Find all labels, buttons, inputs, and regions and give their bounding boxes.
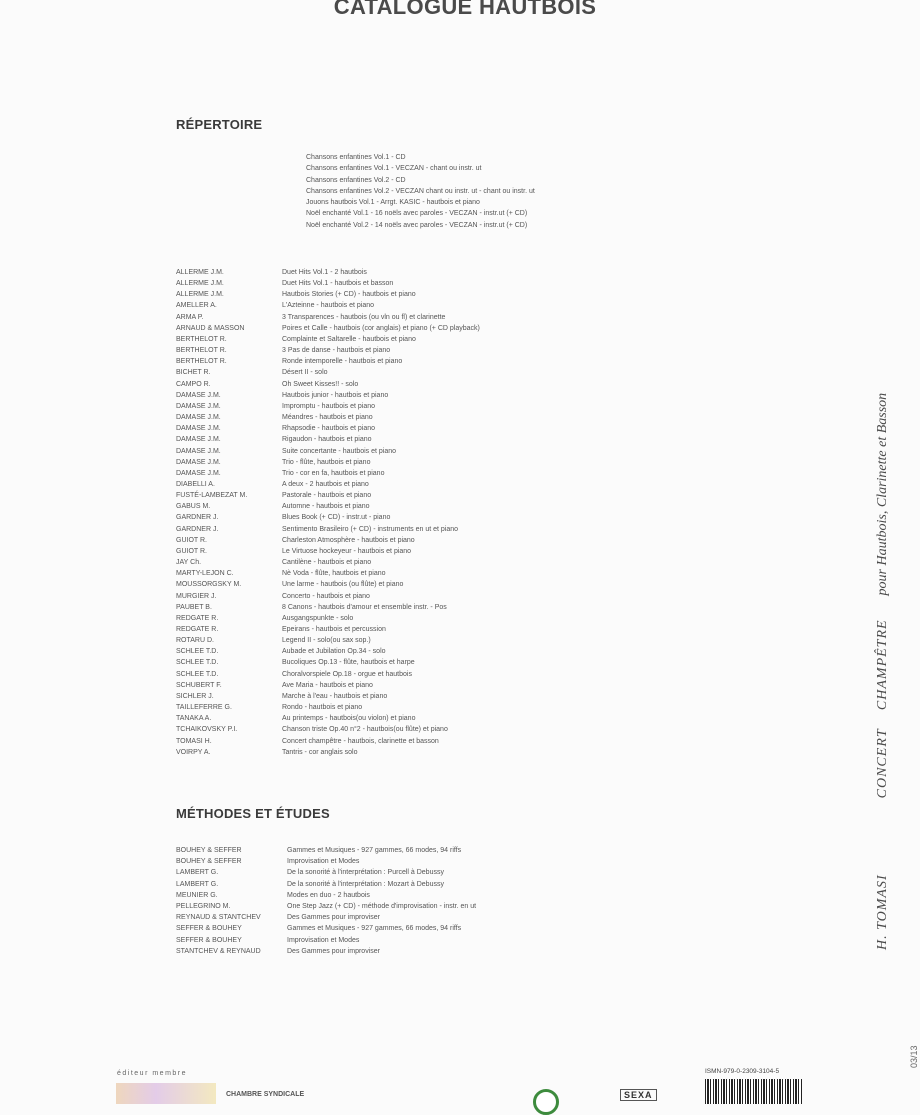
work-title: Complainte et Saltarelle - hautbois et piano [282,335,416,343]
work-title: Ave Maria - hautbois et piano [282,681,373,689]
spine-scoring: pour Hautbois, Clarinette et Basson [875,392,890,596]
composer-name: DAMASE J.M. [176,458,221,466]
work-title: Oh Sweet Kisses!! - solo [282,380,359,388]
composer-name: GARDNER J. [176,514,219,522]
catalogue-row [176,379,480,390]
catalogue-row [176,501,480,512]
work-title: Improvisation et Modes [287,858,360,866]
catalogue-row [176,312,480,323]
composer-name: ARNAUD & MASSON [176,324,245,332]
repertoire-table [176,267,480,758]
catalogue-row [176,890,476,901]
composer-name: GUIOT R. [176,536,207,544]
work-title: Trio - cor en fa, hautbois et piano [282,469,385,477]
work-title: 3 Transparences - hautbois (ou vln ou fl) et clarinette [282,313,446,321]
catalogue-row [176,613,480,624]
work-title: Rhapsodie - hautbois et piano [282,425,376,433]
composer-name: BOUHEY & SEFFER [176,847,242,854]
composer-name: SCHLEE T.D. [176,648,219,656]
csdem-logo [116,1083,216,1104]
catalogue-row [176,367,480,378]
catalogue-row [176,401,480,412]
composer-name: MURGIER J. [176,592,217,600]
work-title: Improvisation et Modes [287,936,360,944]
work-title: 3 Pas de danse - hautbois et piano [282,347,391,355]
work-title: Le Virtuose hockeyeur - hautbois et piano [282,547,412,555]
work-title: Hautbois junior - hautbois et piano [282,391,389,399]
composer-name: REDGATE R. [176,614,219,622]
composer-name: GABUS M. [176,503,211,511]
work-title: L'Azteinne - hautbois et piano [282,302,375,310]
catalogue-row [176,289,480,300]
catalogue-row [176,423,480,434]
composer-name: ARMA P. [176,313,204,321]
catalogue-row [176,624,480,635]
composer-name: DAMASE J.M. [176,447,221,455]
work-title: Sentimento Brasileiro (+ CD) - instruments en ut et piano [282,525,459,533]
composer-name: PAUBET B. [176,603,212,611]
catalogue-row [176,713,480,724]
catalogue-row [176,524,480,535]
work-title: Cantilène - hautbois et piano [282,559,372,567]
catalogue-row [176,434,480,445]
composer-name: TCHAIKOVSKY P.I. [176,726,238,734]
composer-name: FUSTÉ-LAMBEZAT M. [176,492,248,500]
work-title: Modes en duo - 2 hautbois [287,891,370,899]
catalogue-row [176,680,480,691]
work-title: Choralvorspiele Op.18 - orgue et hautbois [282,670,412,678]
composer-name: SCHUBERT F. [176,681,222,689]
compilation-item: Chansons enfantines Vol.1 - CD [306,154,406,161]
composer-name: DAMASE J.M. [176,425,221,433]
work-title: Méandres - hautbois et piano [282,414,373,422]
composer-name: SICHLER J. [176,692,214,700]
work-title: Epeirans - hautbois et percussion [282,626,386,633]
work-title: Concert champêtre - hautbois, clarinette et basson [282,737,439,745]
compilation-item: Jouons hautbois Vol.1 - Arrgt. KASIC - hautbois et piano [306,199,480,207]
work-title: Poires et Calle - hautbois (cor anglais) et piano (+ CD playback) [282,324,480,332]
catalogue-row [176,879,476,890]
composer-name: SEFFER & BOUHEY [176,936,242,944]
work-title: A deux - 2 hautbois et piano [282,480,369,488]
work-title: Gammes et Musiques - 927 gammes, 66 modes, 94 riffs [287,925,462,933]
chambre-syndicale-text: CHAMBRE SYNDICALE [226,1091,305,1098]
composer-name: DAMASE J.M. [176,414,221,422]
composer-name: MARTY-LEJON C. [176,570,234,578]
composer-name: AMELLER A. [176,302,217,310]
composer-name: BICHET R. [176,369,211,377]
composer-name: DAMASE J.M. [176,469,221,477]
catalogue-row [176,267,480,278]
work-title: Concerto - hautbois et piano [282,592,370,600]
catalogue-row [176,602,480,613]
catalogue-row [176,479,480,490]
repertoire-heading: RÉPERTOIRE [176,117,263,132]
catalogue-row [176,736,480,747]
catalogue-row [176,867,476,878]
compilation-item: Chansons enfantines Vol.2 - VECZAN chant ou instr. ut - chant ou instr. ut [306,187,535,195]
work-title: Des Gammes pour improviser [287,914,380,922]
work-title: Duet Hits Vol.1 - 2 hautbois [282,269,367,276]
composer-name: LAMBERT G. [176,869,219,877]
catalogue-row [176,345,480,356]
catalogue-row [176,546,480,557]
composer-name: ALLERME J.M. [176,269,224,276]
editeur-membre-text: éditeur membre [117,1070,188,1077]
composer-name: LAMBERT G. [176,880,219,888]
work-title: Blues Book (+ CD) - instr.ut - piano [282,514,391,522]
spine-work: CONCERT CHAMPÊTRE [875,619,890,799]
work-title: Automne - hautbois et piano [282,503,370,511]
catalogue-row [176,845,476,856]
catalogue-row [176,856,476,867]
composer-name: MOUSSORGSKY M. [176,581,242,589]
catalogue-row [176,646,480,657]
catalogue-row [176,300,480,311]
recycling-logo [533,1089,559,1115]
work-title: Trio - flûte, hautbois et piano [282,458,371,466]
composer-name: ALLERME J.M. [176,280,224,288]
catalogue-row [176,278,480,289]
page-title: CATALOGUE HAUTBOIS [333,0,597,19]
work-title: One Step Jazz (+ CD) - méthode d'improvisation - instr. en ut [287,903,477,911]
work-title: Une larme - hautbois (ou flûte) et piano [282,581,404,589]
catalogue-row [176,490,480,501]
spine-author: H. TOMASI [875,874,890,950]
composer-name: BERTHELOT R. [176,335,227,343]
work-title: Legend II - solo(ou sax sop.) [282,637,371,645]
work-title: Gammes et Musiques - 927 gammes, 66 modes, 94 riffs [287,847,462,854]
work-title: De la sonorité à l'interprétation : Purcell à Debussy [287,869,444,877]
composer-name: REDGATE R. [176,626,219,633]
composer-name: ALLERME J.M. [176,291,224,299]
catalogue-row [176,912,476,923]
composer-name: TANAKA A. [176,715,212,723]
work-title: Impromptu - hautbois et piano [282,402,375,410]
composer-name: STANTCHEV & REYNAUD [176,947,261,955]
catalogue-row [176,334,480,345]
work-title: Duet Hits Vol.1 - hautbois et basson [282,280,394,288]
catalogue-row [176,923,476,934]
catalogue-row [176,412,480,423]
barcode [705,1079,802,1104]
work-title: Des Gammes pour improviser [287,947,380,955]
compilation-item: Noël enchanté Vol.1 - 16 noëls avec paroles - VECZAN - instr.ut (+ CD) [306,210,528,218]
catalogue-row [176,724,480,735]
catalogue-row [176,901,476,912]
composer-name: SCHLEE T.D. [176,659,219,667]
catalogue-row [176,535,480,546]
catalogue-row [176,457,480,468]
catalogue-row [176,323,480,334]
catalogue-row [176,657,480,668]
compilation-item: Chansons enfantines Vol.2 - CD [306,176,406,184]
composer-name: REYNAUD & STANTCHEV [176,914,261,922]
composer-name: SEFFER & BOUHEY [176,925,242,933]
composer-name: GARDNER J. [176,525,219,533]
work-title: Suite concertante - hautbois et piano [282,447,397,455]
composer-name: SCHLEE T.D. [176,670,219,678]
catalogue-row [176,390,480,401]
methodes-heading: MÉTHODES ET ÉTUDES [176,806,330,821]
work-title: Au printemps - hautbois(ou violon) et piano [282,715,416,723]
catalogue-row [176,747,480,758]
composer-name: BOUHEY & SEFFER [176,858,242,866]
methodes-table [176,845,476,957]
composer-name: TAILLEFERRE G. [176,704,232,712]
work-title: Nè Voda - flûte, hautbois et piano [282,570,386,578]
work-title: Ronde intemporelle - hautbois et piano [282,358,403,366]
catalogue-row [176,935,476,946]
compilation-item: Chansons enfantines Vol.1 - VECZAN - chant ou instr. ut [306,165,482,173]
isbn-text: ISMN-979-0-2309-3104-5 [705,1068,780,1075]
catalogue-code: 03/13 [909,1045,919,1068]
work-title: Désert II - solo [282,369,328,377]
composer-name: DAMASE J.M. [176,436,221,444]
work-title: De la sonorité à l'interprétation : Mozart à Debussy [287,880,444,888]
sexa-logo: SEXA [620,1089,657,1101]
work-title: 8 Canons - hautbois d'amour et ensemble instr. - Pos [282,603,447,611]
spine-title [875,210,891,950]
catalogue-row [176,557,480,568]
catalogue-row [176,946,476,957]
work-title: Rondo - hautbois et piano [282,704,363,712]
catalogue-row [176,468,480,479]
catalogue-row [176,579,480,590]
composer-name: DIABELLI A. [176,480,215,488]
composer-name: CAMPO R. [176,380,211,388]
composer-name: DAMASE J.M. [176,402,221,410]
composer-name: BERTHELOT R. [176,347,227,355]
composer-name: GUIOT R. [176,547,207,555]
work-title: Chanson triste Op.40 n°2 - hautbois(ou flûte) et piano [282,726,448,734]
composer-name: VOIRPY A. [176,748,211,756]
catalogue-row [176,568,480,579]
work-title: Aubade et Jubilation Op.34 - solo [282,648,386,656]
catalogue-row [176,702,480,713]
catalogue-row [176,691,480,702]
work-title: Charleston Atmosphère - hautbois et piano [282,536,415,544]
compilation-list [306,152,535,231]
composer-name: BERTHELOT R. [176,358,227,366]
work-title: Bucoliques Op.13 - flûte, hautbois et harpe [282,659,415,667]
catalogue-row [176,635,480,646]
composer-name: TOMASI H. [176,737,212,745]
composer-name: ROTARU D. [176,637,214,645]
work-title: Pastorale - hautbois et piano [282,492,372,500]
catalogue-row [176,446,480,457]
work-title: Hautbois Stories (+ CD) - hautbois et piano [282,291,416,299]
work-title: Rigaudon - hautbois et piano [282,436,372,444]
composer-name: PELLEGRINO M. [176,903,231,911]
work-title: Marche à l'eau - hautbois et piano [282,692,388,700]
compilation-item: Noël enchanté Vol.2 - 14 noëls avec paroles - VECZAN - instr.ut (+ CD) [306,221,528,229]
catalogue-row [176,669,480,680]
work-title: Tantris - cor anglais solo [282,748,358,756]
composer-name: JAY Ch. [176,559,202,567]
composer-name: DAMASE J.M. [176,391,221,399]
catalogue-row [176,356,480,367]
catalogue-row [176,512,480,523]
work-title: Ausgangspunkte - solo [282,614,354,622]
composer-name: MEUNIER G. [176,891,218,899]
catalogue-row [176,591,480,602]
